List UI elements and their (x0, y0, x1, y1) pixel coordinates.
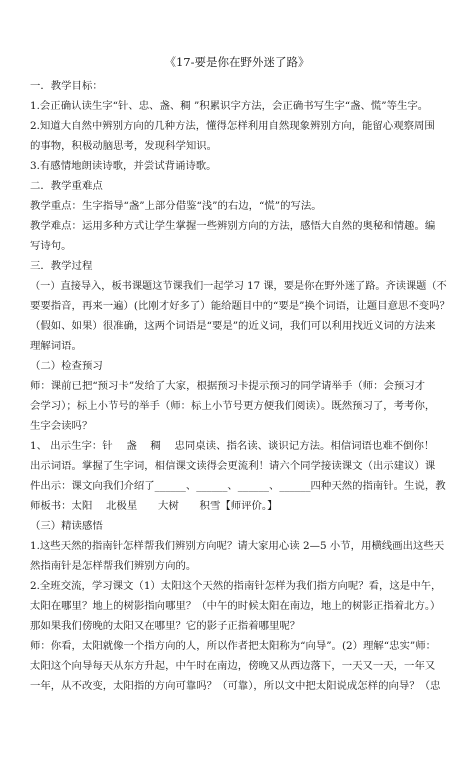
text-line: 会学习）；标上小节号的举手（师：标上小节号更方便我们阅读）。既然预习了，考考你， (30, 400, 436, 412)
text-line: 1.会正确认读生字“针、忠、盏、稠 ”积累识字方法，会正确书写生字“盏、慌”等生字。 (30, 100, 429, 112)
text-line: 教学难点：运用多种方式让学生掌握一些辨别方向的方法，感悟大自然的奥秘和情趣。编 (30, 220, 436, 232)
text-line: 出示词语。掌握了生字词，相信课文读得会更流利！请六个同学接读课文（出示建议）课 (30, 460, 436, 472)
document-title: 《17-要是你在野外迷了路》 (164, 55, 310, 69)
text-line: 要要指音，再来一遍）(比刚才好多了）能给题目中的“要是”换个词语，让题目意思不变吗？ (30, 300, 450, 312)
text-line: 师：你看，太阳就像一个指方向的人，所以作者把太阳称为“向导”。(2）理解“忠实”师： (30, 640, 436, 652)
text-line: 太阳在哪里？地上的树影指向哪里？（中午的时候太阳在南边，地上的树影正指着北方。） (30, 600, 441, 612)
text-line: 师：课前已把“预习卡”发给了大家，根据预习卡提示预习的同学请举手（师：会预习才 (30, 380, 426, 392)
text-line: 3.有感情地朗读诗歌，并尝试背诵诗歌。 (30, 160, 217, 172)
text-line: 件出示：课文向我们介绍了______、______、______、______四种天然的指南针。生说，教 (30, 480, 446, 492)
section-heading: 三．教学过程 (30, 260, 93, 272)
section-heading: 一．教学目标： (30, 80, 103, 92)
text-line: （一）直接导入，板书课题这节课我们一起学习 17 课，要是你在野外迷了路。齐读课题（不 (30, 281, 447, 292)
text-line: 太阳这个向导每天从东方升起，中午时在南边，傍晚又从西边落下，一天又一天，一年又 (30, 660, 436, 672)
text-line: 2.知道大自然中辨别方向的几种方法，懂得怎样利用自然现象辨别方向，能留心观察周围 (30, 120, 435, 132)
text-line: 2.全班交流，学习课文（1）太阳这个天然的指南针怎样为我们指方向呢？看，这是中午， (30, 580, 442, 592)
section-heading: 二．教学重难点 (30, 180, 103, 192)
text-line: 1、 出示生字：针 盏 稠 忠同桌读、指名读、谈识记方法。相信词语也难不倒你！ (30, 440, 435, 452)
text-line: 写诗句。 (30, 240, 72, 252)
text-line: 1.这些天然的指南针怎样帮我们辨别方向呢？请大家用心读 2—5 小节，用横线画出这些天 (30, 540, 445, 552)
text-line: 那如果我们傍晚的太阳又在哪里？它的影子正指着哪里呢？ (30, 620, 301, 632)
text-line: 师板书：太阳 北极星 大树 积雪【师评价。】 (30, 500, 278, 512)
text-line: 教学重点：生字指导“盏”上部分借鉴“浅”的右边，“慌”的写法。 (30, 200, 322, 212)
section-heading: （二）检查预习 (30, 360, 103, 372)
section-heading: （三）精读感悟 (30, 520, 103, 532)
text-line: （假如、如果）很准确，这两个词语是“要是”的近义词，我们可以利用找近义词的方法来 (30, 320, 436, 332)
text-line: 一年，从不改变，太阳指的方向可靠吗？（可靠），所以文中把太阳说成怎样的向导？（忠 (30, 680, 441, 692)
text-line: 理解词语。 (30, 340, 82, 352)
text-line: 生字会读吗？ (30, 420, 93, 432)
text-line: 的事物，积极动脑思考，发现科学知识。 (30, 140, 218, 152)
text-line: 然指南针是怎样帮我们辨别方向的。 (30, 560, 197, 572)
